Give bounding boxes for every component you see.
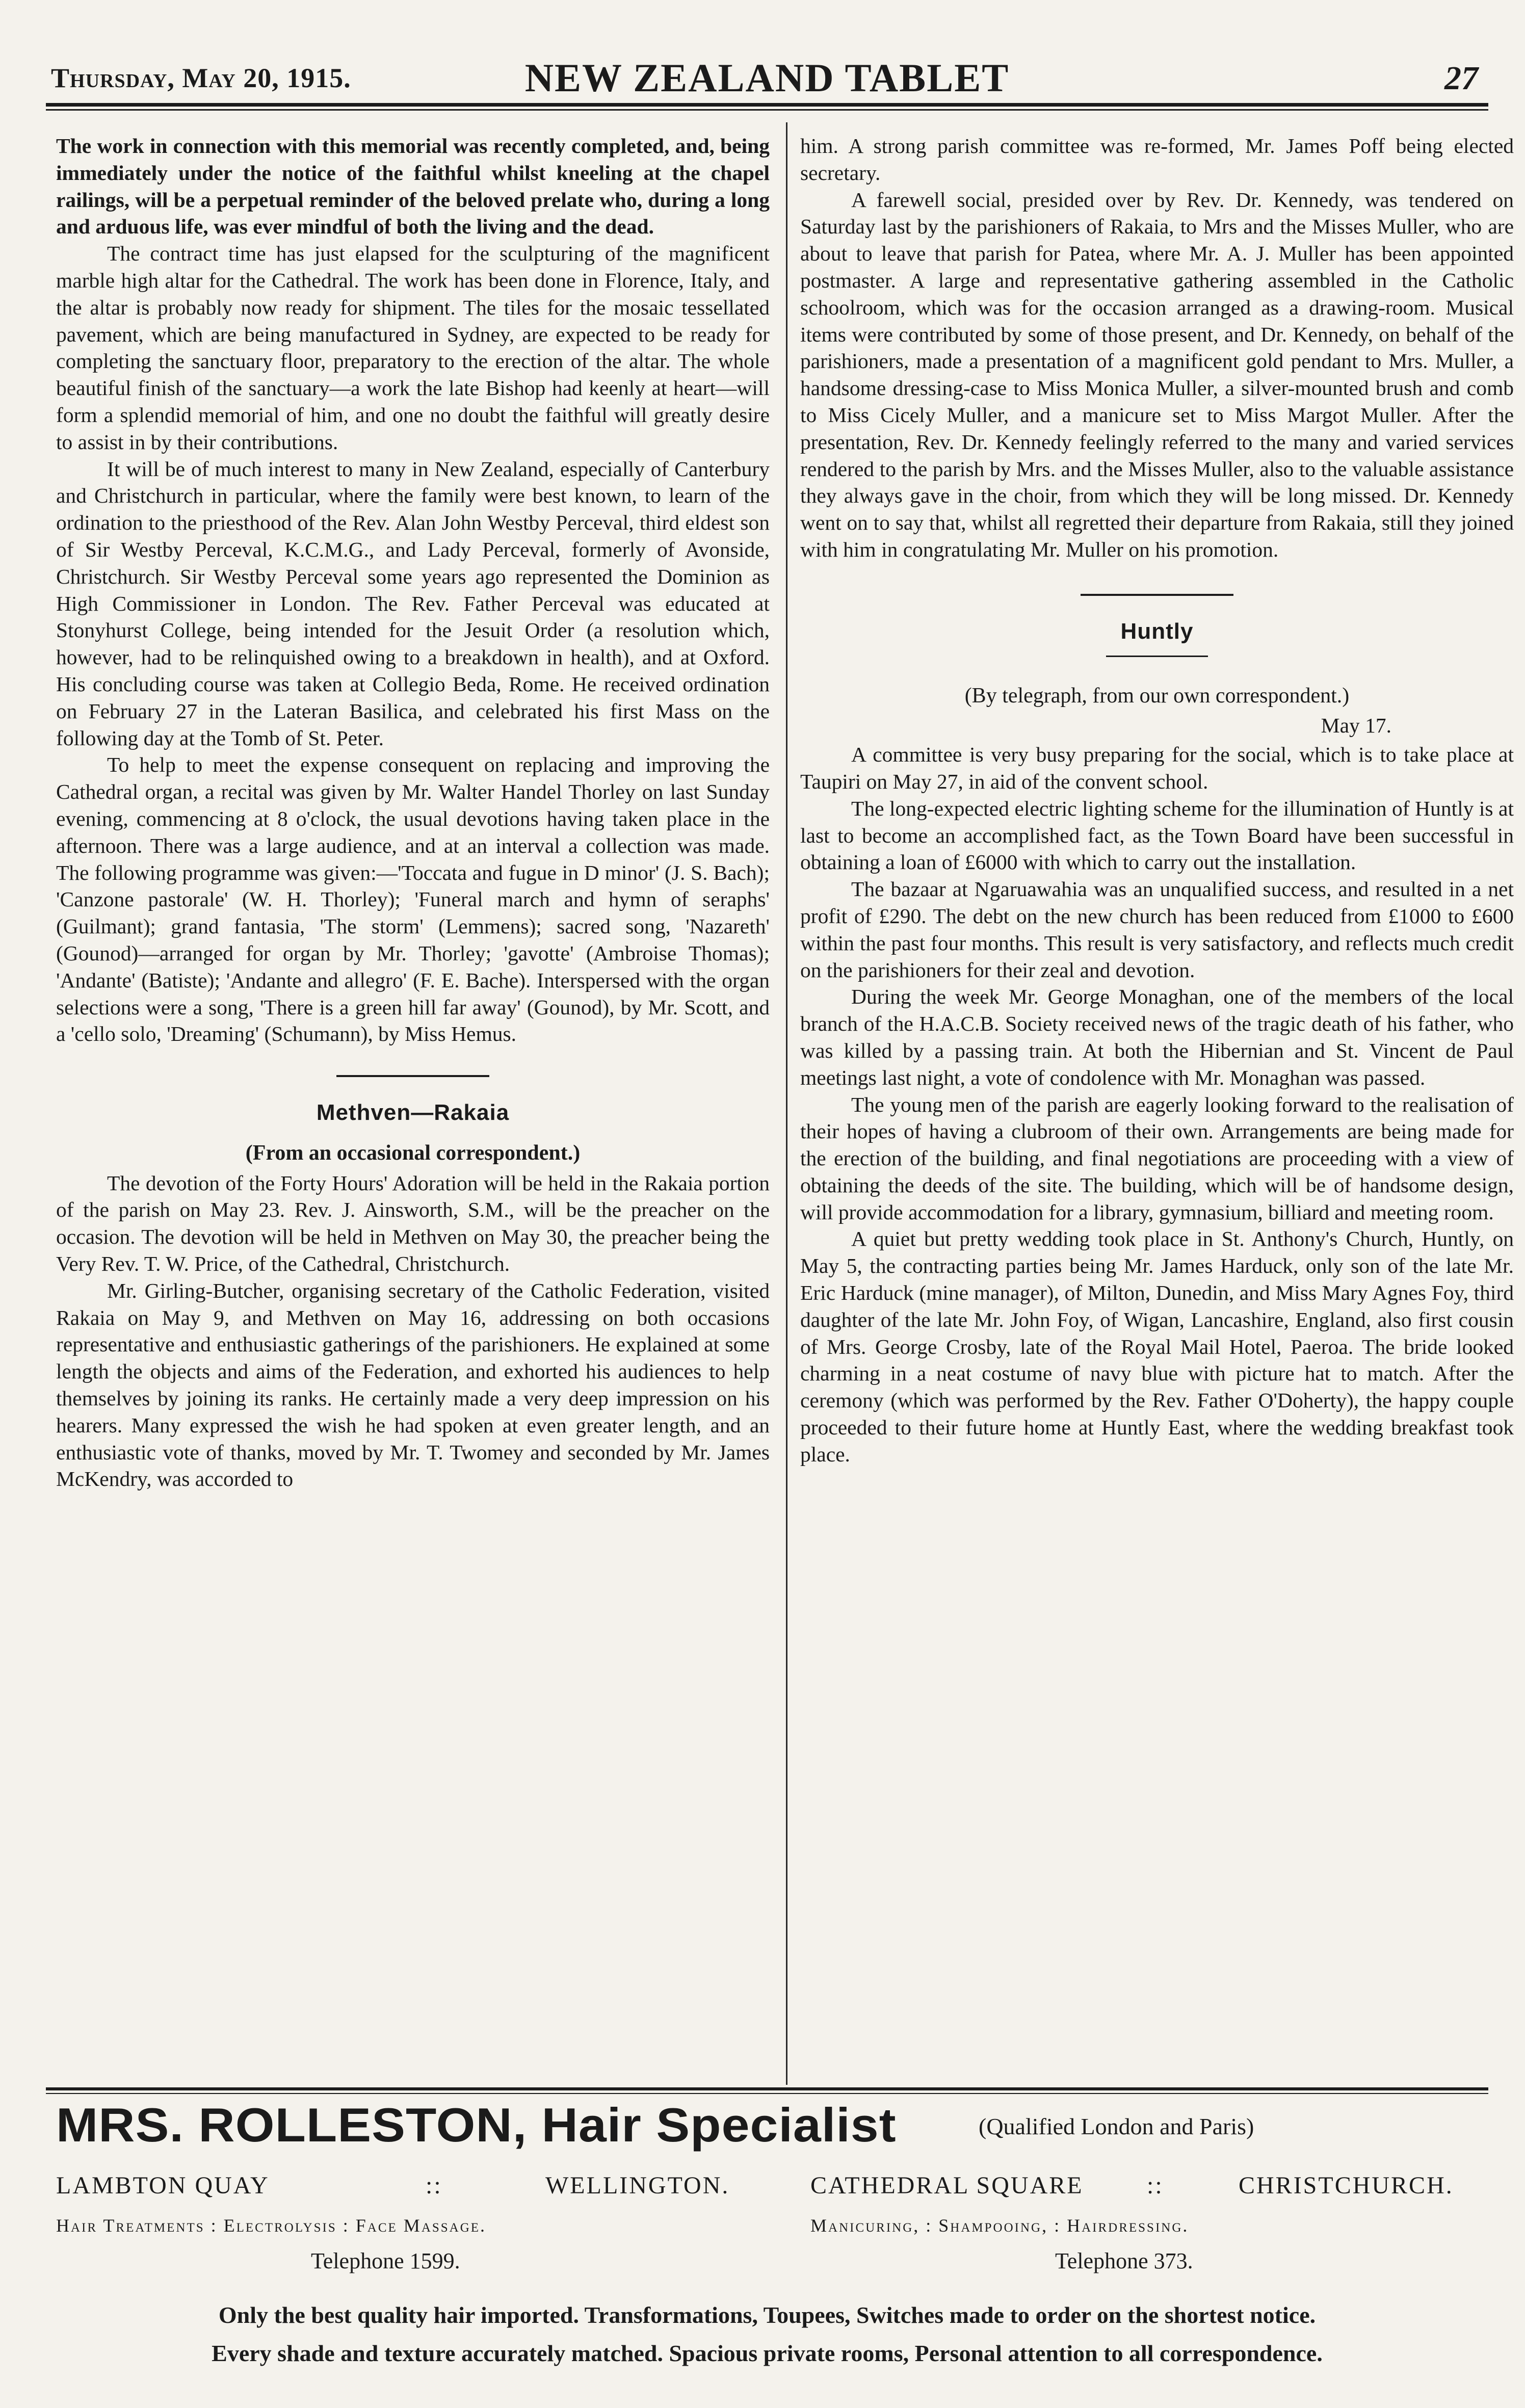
article-paragraph: During the week Mr. George Monaghan, one of the members of the local branch of the H.A.C.B. Society received news of the tragic death of his father, who was killed by a passing train. At both the Hibernian and St. Vincent de Paul meetings last night, a vote of condolence with Mr. Monaghan was passed. xyxy=(800,985,1514,1089)
christchurch-services: Manicuring, : Shampooing, : Hairdressing. xyxy=(810,2215,1189,2236)
methven-heading: Methven—Rakaia xyxy=(316,1100,510,1126)
wellington-street: LAMBTON QUAY xyxy=(56,2172,270,2199)
masthead xyxy=(46,51,1488,107)
column-divider xyxy=(786,122,787,2085)
article-paragraph: To help to meet the expense consequent on replacing and improving the Cathedral organ, a recital was given by Mr. Walter Handel Thorley on last Sunday evening, commencing at 8 o'clock, the usual devotions having taken place in the afternoon. There was a large audience, and at an interval a collection was made. The following programme was given:—'Toccata and fugue in D minor' (J. S. Bach); 'Canzone pastorale' (W. H. Thorley); 'Funeral march and hymn of seraphs' (Guilmant); grand fantasia, 'The storm' (Lemmens); sacred song, 'Nazareth' (Gounod)—arranged for organ by Mr. Thorley; 'gavotte' (Ambroise Thomas); 'Andante' (Batiste); 'Andante and allegro' (F. E. Bache). Interspersed with the organ selections were a song, 'There is a green hill far away' (Gounod), by Mr. Scott, and a 'cello solo, 'Dreaming' (Schumann), by Miss Hemus. xyxy=(56,753,770,1046)
masthead-rule-thin xyxy=(46,109,1488,111)
article-paragraph: A committee is very busy preparing for the social, which is to take place at Taupiri on May 27, in aid of the convent school. xyxy=(800,743,1514,793)
article-paragraph: It will be of much interest to many in New Zealand, especially of Canterbury and Christchurch in particular, where the family were best known, to learn of the ordination to the priesthood of the Rev. Alan John Westby Perceval, third eldest son of Sir Westby Perceval, K.C.M.G., and Lady Perceval, formerly of Avonside, Christchurch. Sir Westby Perceval some years ago represented the Dominion as High Commissioner in London. The Rev. Father Perceval was educated at Stonyhurst College, being intended for the Jesuit Order (a resolution which, however, had to be relinquished owing to a breakdown in health), and at Oxford. His concluding course was taken at Collegio Beda, Rome. He received ordination on February 27 in the Lateran Basilica, and celebrated his first Mass on the following day at the Tomb of St. Peter. xyxy=(56,457,770,750)
wellington-phone: Telephone 1599. xyxy=(311,2248,460,2273)
left-column xyxy=(56,133,770,1493)
advert-footer-line-2: Every shade and texture accurately matched. Spacious private rooms, Personal attention to all correspondence. xyxy=(212,2340,1323,2366)
article-paragraph: A quiet but pretty wedding took place in St. Anthony's Church, Huntly, on May 5, the contracting parties being Mr. James Harduck, only son of the late Mr. Eric Harduck (mine manager), of Milton, Dunedin, and Miss Mary Agnes Foy, third daughter of the late Mr. John Foy, of Wigan, Lancashire, England, also first cousin of Mrs. George Crosby, late of the Royal Mail Hotel, Paeroa. The bride looked charming in a neat costume of navy blue with picture hat to match. After the ceremony (which was performed by the Rev. Father O'Doherty), the happy couple proceeded to their future home at Huntly East, where the wedding breakfast took place. xyxy=(800,1227,1514,1466)
newspaper-page xyxy=(46,0,1514,2408)
page-number: 27 xyxy=(1444,60,1478,97)
masthead-rule xyxy=(46,103,1488,107)
section-divider-short xyxy=(1106,656,1208,657)
section-divider xyxy=(1081,594,1233,596)
christchurch-street: CATHEDRAL SQUARE xyxy=(810,2172,1084,2199)
article-paragraph: The young men of the parish are eagerly looking forward to the realisation of their hopes of having a clubroom of their own. Arrangements are being made for the erection of the building, and final negotiations are proceeding with a view of obtaining the deeds of the site. The building, which will be of handsome design, will provide accommodation for a library, gymnasium, billiard and meeting room. xyxy=(800,1092,1514,1224)
article-paragraph: Mr. Girling-Butcher, organising secretary of the Catholic Federation, visited Rakaia on May 9, and Methven on May 16, addressing on both occasions representative and enthusiastic gatherings of the parishioners. He explained at some length the objects and aims of the Federation, and exhorted his audiences to help themselves by joining its ranks. He certainly made a very deep impression on his hearers. Many expressed the wish he had spoken at even greater length, and an enthusiastic vote of thanks, moved by Mr. T. Twomey and seconded by Mr. James McKendry, was accorded to xyxy=(56,1278,770,1491)
huntly-heading: Huntly xyxy=(1120,618,1194,644)
right-column xyxy=(800,133,1514,1468)
wellington-services: Hair Treatments : Electrolysis : Face Massage. xyxy=(56,2215,487,2236)
article-paragraph: The devotion of the Forty Hours' Adoration will be held in the Rakaia portion of the parish on May 23. Rev. J. Ainsworth, S.M., will be the preacher on the occasion. The devotion will be held in Methven on May 30, the preacher being the Very Rev. T. W. Price, of the Cathedral, Christchurch. xyxy=(56,1171,770,1276)
advert-rule-top xyxy=(46,2087,1488,2090)
article-paragraph: The bazaar at Ngaruawahia was an unqualified success, and resulted in a net profit of £290. The debt on the new church has been reduced from £1000 to £600 within the past four months. This result is very satisfactory, and reflects much credit on the parishioners for their zeal and devotion. xyxy=(800,877,1514,982)
advert-footer-line-1: Only the best quality hair imported. Transformations, Toupees, Switches made to order on the shortest notice. xyxy=(218,2302,1316,2328)
advert-rule-top-thin xyxy=(46,2093,1488,2094)
article-paragraph: The work in connection with this memorial was recently completed, and, being immediately under the notice of the faithful whilst kneeling at the chapel railings, will be a perpetual reminder of the beloved prelate who, during a long and arduous life, was ever mindful of both the living and the dead. xyxy=(56,134,770,239)
methven-byline: (From an occasional correspondent.) xyxy=(245,1141,581,1165)
section-divider xyxy=(336,1075,489,1077)
article-paragraph: A farewell social, presided over by Rev. Dr. Kennedy, was tendered on Saturday last by the parishioners of Rakaia, to Mrs and the Misses Muller, who are about to leave that parish for Patea, where Mr. A. J. Muller has been appointed postmaster. A large and representative gathering assembled in the Catholic schoolroom, which was for the occasion arranged as a drawing-room. Musical items were contributed by some of those present, and Dr. Kennedy, on behalf of the parishioners, made a presentation of a magnificent gold pendant to Mrs. Muller, a handsome dressing-case to Miss Monica Muller, a silver-mounted brush and comb to Miss Cicely Muller, and a manicure set to Miss Margot Muller. After the presentation, Rev. Dr. Kennedy feelingly referred to the many and varied services rendered to the parish by Mrs. and the Misses Muller, also to the valuable assistance they always gave in the choir, from which they will be long missed. Dr. Kennedy went on to say that, whilst all regretted their departure from Rakaia, still they joined with him in congratulating Mr. Muller on his promotion. xyxy=(800,188,1514,561)
huntly-dateline: May 17. xyxy=(1321,714,1391,738)
article-paragraph: The long-expected electric lighting scheme for the illumination of Huntly is at last to become an accomplished fact, as the Town Board have been successful in obtaining a loan of £6000 with which to carry out the installation. xyxy=(800,796,1514,874)
advert-title: MRS. ROLLESTON, Hair Specialist xyxy=(56,2098,897,2152)
wellington-separator: :: xyxy=(426,2172,442,2199)
huntly-byline: (By telegraph, from our own correspondent.) xyxy=(964,684,1350,708)
christchurch-city: CHRISTCHURCH. xyxy=(1239,2172,1454,2199)
publication-title: NEW ZEALAND TABLET xyxy=(524,56,1010,100)
christchurch-phone: Telephone 373. xyxy=(1055,2248,1193,2273)
article-paragraph: him. A strong parish committee was re-formed, Mr. James Poff being elected secretary. xyxy=(800,134,1514,185)
issue-date: Thursday, May 20, 1915. xyxy=(51,63,351,93)
christchurch-separator: :: xyxy=(1147,2172,1164,2199)
wellington-city: WELLINGTON. xyxy=(545,2172,730,2199)
advert-qualification: (Qualified London and Paris) xyxy=(979,2113,1254,2139)
article-paragraph: The contract time has just elapsed for the sculpturing of the magnificent marble high altar for the Cathedral. The work has been done in Florence, Italy, and the altar is probably now ready for shipment. The tiles for the mosaic tessellated pavement, which are being manufactured in Sydney, are expected to be ready for completing the sanctuary floor, preparatory to the erection of the altar. The whole beautiful finish of the sanctuary—a work the late Bishop had keenly at heart—will form a splendid memorial of him, and one no doubt the faithful will greatly desire to assist in by their contributions. xyxy=(56,242,770,454)
